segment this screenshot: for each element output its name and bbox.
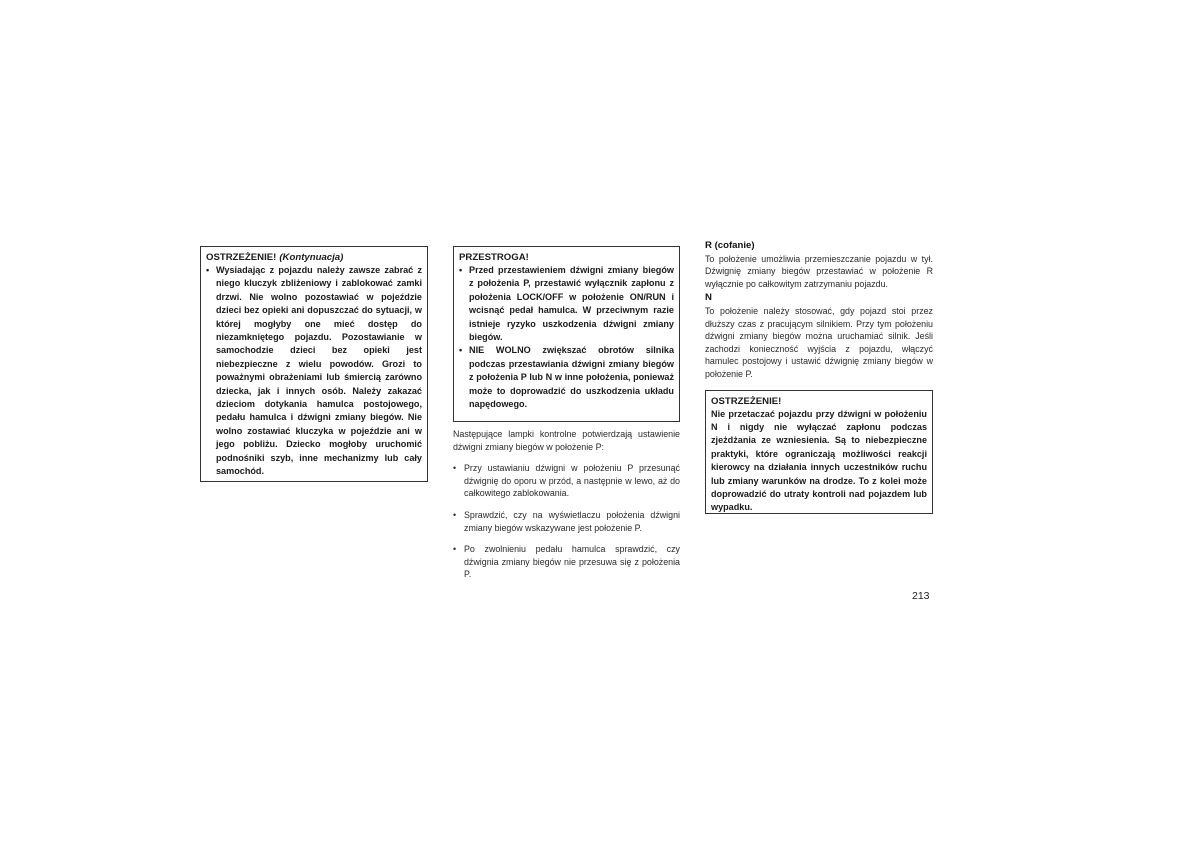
indicator-list-item: [453, 462, 680, 500]
bullet-icon: •: [459, 265, 463, 275]
caution-list-item: [459, 344, 674, 411]
warning-box-continuation: [200, 246, 428, 482]
bullet-icon: •: [206, 265, 210, 275]
section-text-n: To położenie należy stosować, gdy pojazd stoi przez dłuższy czas z pracującym silnikiem. Przy tym położeniu dźwigni zmiany biegów można uruchamiać silnik. Jeśli zachodzi konieczność wyjścia z pojazdu, włączyć hamulec postojowy i ustawić dźwignię zmiany biegów w położenie P.: [705, 305, 933, 379]
warning-continuation-label: (Kontynuacja): [279, 252, 344, 263]
warning-text: Nie przetaczać pojazdu przy dźwigni w położeniu N i nigdy nie wyłączać zapłonu podczas zjeżdżania ze wzniesienia. Są to niebezpieczne praktyki, które ograniczają możliwości reakcji kierowcy na działania innych uczestników ruchu lub zmiany warunków na drodze. To z kolei może doprowadzić do utraty kontroli nad pojazdem lub wypadku.: [711, 408, 927, 513]
section-heading-n: N: [705, 292, 712, 304]
indicator-list-item: [453, 509, 680, 534]
column-middle: [453, 246, 680, 581]
indicator-list: [453, 462, 680, 581]
caution-title: PRZESTROGA!: [459, 252, 529, 263]
column-right: [705, 240, 933, 514]
indicator-item-text: Sprawdzić, czy na wyświetlaczu położenia dźwigni zmiany biegów wskazywane jest położenie P.: [464, 509, 680, 533]
warning-title: OSTRZEŻENIE!: [711, 395, 782, 407]
caution-list-item: [459, 264, 674, 344]
caution-item-text: Przed przestawieniem dźwigni zmiany biegów z położenia P, przestawić wyłącznik zapłonu z położenia LOCK/OFF w położenie ON/RUN i wcisnąć pedał hamulca. W przeciwnym razie istnieje ryzyko uszkodzenia dźwigni zmiany biegów.: [469, 265, 674, 343]
page-number: 213: [912, 590, 930, 602]
warning-box-neutral: [705, 390, 933, 514]
column-left: [200, 246, 428, 482]
section-text-r: To położenie umożliwia przemieszczanie pojazdu w tył. Dźwignię zmiany biegów przestawiać w położenie R wyłącznie po całkowitym zatrzymaniu pojazdu.: [705, 253, 933, 289]
bullet-icon: •: [453, 544, 457, 555]
warning-list: [206, 264, 422, 479]
bullet-icon: •: [453, 463, 457, 474]
bullet-icon: •: [453, 509, 457, 520]
warning-list-item: [206, 264, 422, 479]
indicator-item-text: Po zwolnieniu pedału hamulca sprawdzić, czy dźwignia zmiany biegów nie przesuwa się z położenia P.: [464, 544, 680, 580]
warning-title-text: OSTRZEŻENIE!: [206, 252, 277, 263]
warning-title: [206, 251, 422, 264]
warning-item-text: Wysiadając z pojazdu należy zawsze zabrać z niego kluczyk zbliżeniowy i zablokować zamki drzwi. Nie wolno pozostawiać w pojeździe dzieci bez opieki ani dopuszczać do sytuacji, w której mogłyby one mieć dostęp do niezamkniętego pojazdu. Pozostawianie w samochodzie dzieci bez opieki jest niebezpieczne z wielu powodów. Grozi to poważnymi obrażeniami lub śmiercią zarówno dziecka, jak i innych osób. Należy zakazać dzieciom dotykania hamulca postojowego, pedału hamulca i dźwigni zmiany biegów. Nie wolno zostawiać kluczyka w pojeździe ani w jego pobliżu. Dziecko mogłoby uruchomić podnośniki szyb, inne mechanizmy lub cały samochód.: [216, 265, 422, 477]
caution-box: [453, 246, 680, 422]
section-heading-r: R (cofanie): [705, 240, 755, 251]
caution-item-text: NIE WOLNO zwiększać obrotów silnika podczas przestawiania dźwigni zmiany biegów z położenia P lub N w inne położenia, ponieważ może to doprowadzić do uszkodzenia układu napędowego.: [469, 345, 674, 410]
caution-list: [459, 264, 674, 411]
bullet-icon: •: [459, 345, 463, 356]
indicator-item-text: Przy ustawianiu dźwigni w położeniu P przesunąć dźwignię do oporu w przód, a następnie w lewo, aż do całkowitego zablokowania.: [464, 463, 680, 499]
indicator-list-item: [453, 543, 680, 581]
indicator-intro: Następujące lampki kontrolne potwierdzają ustawienie dźwigni zmiany biegów w położenie P:: [453, 429, 680, 452]
